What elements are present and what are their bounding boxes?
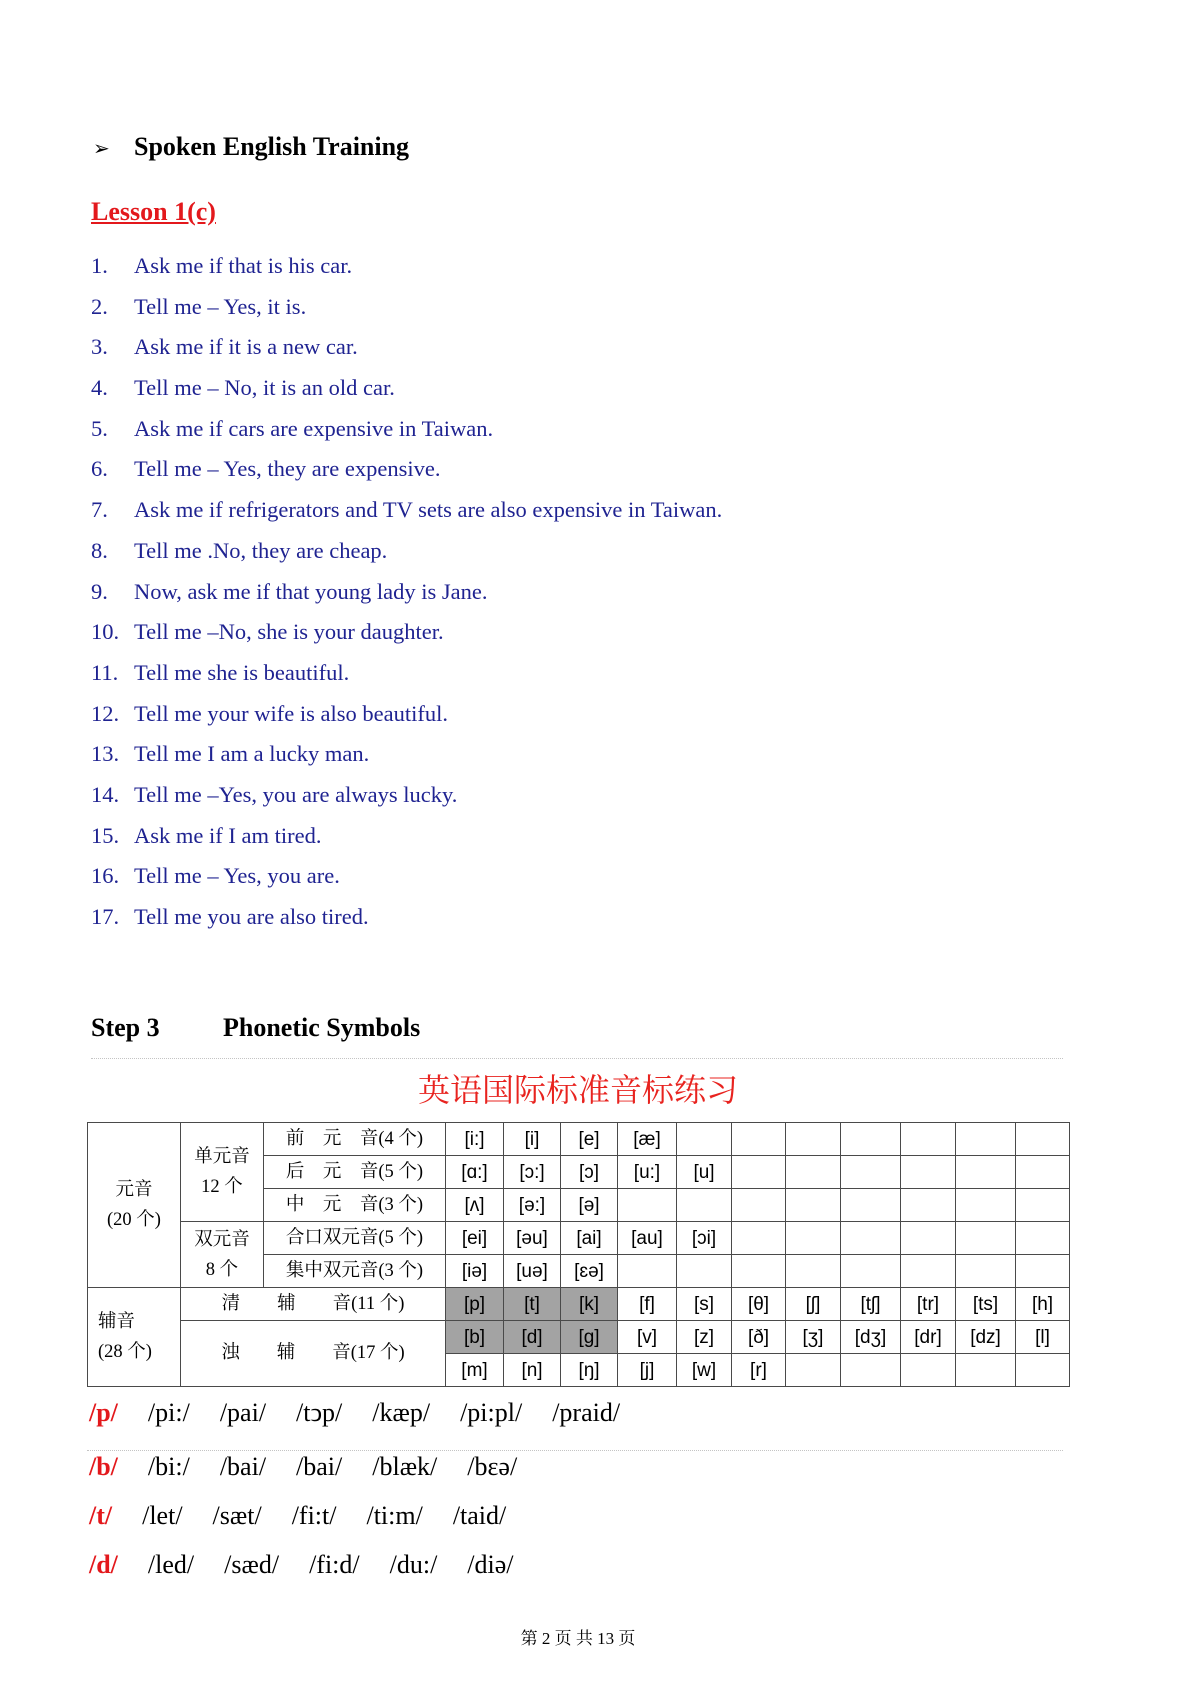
row-label: 合口双元音(5 个) (264, 1222, 446, 1255)
ipa-symbol-cell: [au] (618, 1222, 677, 1255)
empty-cell (901, 1255, 956, 1288)
ipa-symbol-cell: [k] (561, 1288, 618, 1321)
lesson-item (91, 653, 1091, 694)
drill-row (89, 1447, 620, 1496)
ipa-symbol-cell: [v] (618, 1321, 677, 1354)
empty-cell (841, 1255, 901, 1288)
ipa-symbol-cell: [ʌ] (446, 1189, 504, 1222)
ipa-symbol-cell: [n] (504, 1354, 561, 1387)
consonants-group-cell (88, 1288, 181, 1387)
drill-word: /kæp/ (372, 1398, 431, 1427)
ipa-symbol-cell: [ɔ:] (504, 1156, 561, 1189)
empty-cell (841, 1156, 901, 1189)
empty-cell (956, 1222, 1016, 1255)
lesson-title: Lesson 1(c) (91, 197, 216, 226)
drill-word: /let/ (142, 1501, 183, 1530)
ipa-symbol-cell: [j] (618, 1354, 677, 1387)
drill-word: /diə/ (467, 1550, 514, 1579)
lesson-item (91, 490, 1091, 531)
row-label: 集中双元音(3 个) (264, 1255, 446, 1288)
ipa-symbol-cell: [dr] (901, 1321, 956, 1354)
ipa-symbol-cell: [tʃ] (841, 1288, 901, 1321)
row-label: 浊 辅 音(17 个) (181, 1321, 446, 1387)
diphthongs-label: 双元音 (194, 1229, 250, 1250)
ipa-symbol-cell: [uə] (504, 1255, 561, 1288)
drill-word: /ti:m/ (366, 1501, 423, 1530)
empty-cell (786, 1123, 841, 1156)
ipa-symbol-cell: [m] (446, 1354, 504, 1387)
item-number: 13. (91, 741, 120, 767)
item-text: Ask me if I am tired. (134, 822, 322, 848)
ipa-symbol-cell: [w] (677, 1354, 732, 1387)
item-text: Now, ask me if that young lady is Jane. (134, 578, 488, 604)
row-label: 清 辅 音(11 个) (181, 1288, 446, 1321)
ipa-symbol-cell: [ð] (732, 1321, 786, 1354)
monophthongs-cell (181, 1123, 264, 1222)
drill-word: /bai/ (296, 1452, 343, 1481)
empty-cell (1016, 1222, 1070, 1255)
item-number: 6. (91, 456, 108, 482)
ipa-symbol-cell: [ɔi] (677, 1222, 732, 1255)
drill-word: /pi:pl/ (460, 1398, 523, 1427)
empty-cell (901, 1123, 956, 1156)
item-number: 17. (91, 904, 120, 929)
lesson-item (91, 246, 1091, 287)
ipa-symbol-cell: [əu] (504, 1222, 561, 1255)
ipa-symbol-cell: [ŋ] (561, 1354, 618, 1387)
drill-symbol: /p/ (89, 1398, 118, 1427)
lesson-item (91, 734, 1091, 775)
drill-word: /bɛə/ (467, 1452, 518, 1481)
item-text: Ask me if it is a new car. (134, 334, 358, 360)
drill-symbol: /t/ (89, 1501, 113, 1530)
item-text: Ask me if refrigerators and TV sets are also expensive in Taiwan. (134, 497, 723, 523)
ipa-symbol-cell: [iə] (446, 1255, 504, 1288)
drill-word: /led/ (147, 1550, 195, 1579)
drill-row (89, 1393, 620, 1442)
empty-cell (677, 1189, 732, 1222)
empty-cell (901, 1222, 956, 1255)
drill-word: /bai/ (219, 1452, 267, 1481)
lesson-item (91, 327, 1091, 368)
empty-cell (1016, 1255, 1070, 1288)
item-text: Tell me – Yes, you are. (134, 863, 340, 889)
item-number: 7. (91, 497, 108, 523)
ipa-symbol-cell: [dʒ] (841, 1321, 901, 1354)
ipa-symbol-cell: [ə] (561, 1189, 618, 1222)
row-label: 前 元 音(4 个) (264, 1123, 446, 1156)
empty-cell (677, 1255, 732, 1288)
ipa-symbol-cell: [ai] (561, 1222, 618, 1255)
ipa-symbol-cell: [dz] (956, 1321, 1016, 1354)
item-number: 3. (91, 334, 108, 360)
drill-word: /blæk/ (372, 1452, 438, 1481)
drill-word: /sæd/ (224, 1550, 280, 1579)
empty-cell (901, 1156, 956, 1189)
ipa-symbol-cell: [θ] (732, 1288, 786, 1321)
drill-word: /sæt/ (212, 1501, 262, 1530)
monophthongs-count: 12 个 (201, 1177, 243, 1197)
section-heading (93, 129, 409, 166)
empty-cell (786, 1189, 841, 1222)
lesson-item (91, 572, 1091, 613)
diphthongs-count: 8 个 (205, 1259, 239, 1280)
item-text: Tell me – Yes, they are expensive. (134, 456, 441, 482)
lesson-item (91, 287, 1091, 328)
ipa-symbol-cell: [ʃ] (786, 1288, 841, 1321)
empty-cell (786, 1156, 841, 1189)
empty-cell (786, 1222, 841, 1255)
empty-cell (901, 1354, 956, 1387)
drill-word: /du:/ (389, 1550, 438, 1579)
empty-cell (677, 1123, 732, 1156)
ipa-symbol-cell: [u] (677, 1156, 732, 1189)
ipa-symbol-cell: [l] (1016, 1321, 1070, 1354)
item-text: Ask me if that is his car. (134, 253, 353, 278)
ipa-symbol-cell: [h] (1016, 1288, 1070, 1321)
ipa-symbol-cell: [ə:] (504, 1189, 561, 1222)
empty-cell (732, 1222, 786, 1255)
drill-symbol: /b/ (89, 1452, 118, 1481)
ipa-symbol-cell: [b] (446, 1321, 504, 1354)
empty-cell (732, 1123, 786, 1156)
step-title: Phonetic Symbols (223, 1013, 421, 1042)
item-number: 14. (91, 781, 120, 807)
ipa-symbol-cell: [z] (677, 1321, 732, 1354)
lesson-item (91, 449, 1091, 490)
vowels-label: 元音 (115, 1180, 153, 1200)
arrow-bullet-icon: ➢ (93, 136, 110, 160)
ipa-symbol-cell: [tr] (901, 1288, 956, 1321)
ipa-symbol-cell: [f] (618, 1288, 677, 1321)
empty-cell (1016, 1189, 1070, 1222)
item-number: 9. (91, 578, 108, 604)
ipa-symbol-cell: [ts] (956, 1288, 1016, 1321)
lesson-item (91, 897, 1091, 938)
empty-cell (956, 1123, 1016, 1156)
diphthongs-cell (181, 1222, 264, 1288)
ipa-symbol-cell: [e] (561, 1123, 618, 1156)
phonetic-symbol-table (87, 1122, 1070, 1387)
item-number: 2. (91, 293, 108, 319)
empty-cell (841, 1222, 901, 1255)
drill-word: /taid/ (452, 1501, 507, 1530)
item-text: Ask me if cars are expensive in Taiwan. (134, 415, 494, 441)
empty-cell (841, 1189, 901, 1222)
item-number: 16. (91, 863, 120, 889)
empty-cell (732, 1255, 786, 1288)
empty-cell (786, 1255, 841, 1288)
consonants-label: 辅音 (98, 1312, 136, 1332)
empty-cell (841, 1354, 901, 1387)
drill-word: /fi:d/ (309, 1550, 360, 1579)
drill-word: /praid/ (552, 1398, 621, 1427)
drill-word: /tↄp/ (296, 1398, 343, 1427)
item-text: Tell me – No, it is an old car. (134, 375, 395, 401)
empty-cell (1016, 1123, 1070, 1156)
row-label: 中 元 音(3 个) (264, 1189, 446, 1222)
ipa-symbol-cell: [ei] (446, 1222, 504, 1255)
empty-cell (956, 1189, 1016, 1222)
empty-cell (956, 1354, 1016, 1387)
empty-cell (1016, 1156, 1070, 1189)
lesson-item (91, 531, 1091, 572)
row-label: 后 元 音(5 个) (264, 1156, 446, 1189)
empty-cell (786, 1354, 841, 1387)
item-number: 5. (91, 415, 108, 441)
item-text: Tell me – Yes, it is. (134, 293, 307, 319)
dotted-divider (87, 1450, 1063, 1451)
item-number: 4. (91, 375, 108, 401)
ipa-symbol-cell: [g] (561, 1321, 618, 1354)
item-text: Tell me –Yes, you are always lucky. (134, 781, 458, 807)
drill-symbol: /d/ (89, 1550, 118, 1579)
table-title: 英语国际标准音标练习 (417, 1072, 738, 1108)
lesson-item (91, 368, 1091, 409)
empty-cell (841, 1123, 901, 1156)
ipa-symbol-cell: [r] (732, 1354, 786, 1387)
vowels-group-cell (88, 1123, 181, 1288)
page-footer: 第 2 页 共 13 页 (520, 1629, 636, 1648)
ipa-symbol-cell: [ʒ] (786, 1321, 841, 1354)
ipa-symbol-cell: [u:] (618, 1156, 677, 1189)
dotted-divider (91, 1058, 1063, 1059)
drill-word: /pai/ (219, 1398, 267, 1427)
ipa-symbol-cell: [d] (504, 1321, 561, 1354)
ipa-symbol-cell: [i] (504, 1123, 561, 1156)
consonants-count: (28 个) (98, 1342, 152, 1362)
lesson-item (91, 775, 1091, 816)
empty-cell (732, 1156, 786, 1189)
item-text: Tell me your wife is also beautiful. (134, 700, 448, 726)
item-number: 15. (91, 822, 120, 848)
empty-cell (1016, 1354, 1070, 1387)
monophthongs-label: 单元音 (194, 1147, 250, 1167)
item-number: 12. (91, 700, 120, 726)
empty-cell (618, 1189, 677, 1222)
lesson-item (91, 409, 1091, 450)
empty-cell (956, 1255, 1016, 1288)
item-text: Tell me .No, they are cheap. (134, 537, 388, 563)
ipa-symbol-cell: [ɑ:] (446, 1156, 504, 1189)
ipa-symbol-cell: [æ] (618, 1123, 677, 1156)
item-text: Tell me I am a lucky man. (134, 741, 370, 767)
ipa-symbol-cell: [i:] (446, 1123, 504, 1156)
item-number: 11. (91, 659, 119, 685)
empty-cell (732, 1189, 786, 1222)
item-text: Tell me she is beautiful. (134, 659, 350, 685)
ipa-symbol-cell: [t] (504, 1288, 561, 1321)
vowels-count: (20 个) (107, 1210, 161, 1230)
lesson-list (91, 246, 1091, 938)
lesson-item (91, 816, 1091, 857)
empty-cell (618, 1255, 677, 1288)
drill-word: /bi:/ (147, 1452, 190, 1481)
phonetic-drills (89, 1393, 620, 1594)
step-label: Step 3 (91, 1013, 160, 1042)
lesson-item (91, 612, 1091, 653)
ipa-symbol-cell: [ɔ] (561, 1156, 618, 1189)
item-text: Tell me you are also tired. (134, 904, 369, 929)
lesson-item (91, 694, 1091, 735)
ipa-symbol-cell: [ɛə] (561, 1255, 618, 1288)
lesson-item (91, 856, 1091, 897)
item-text: Tell me –No, she is your daughter. (134, 619, 444, 645)
drill-word: /pi:/ (147, 1398, 190, 1427)
step-heading (91, 1010, 420, 1046)
item-number: 8. (91, 537, 108, 563)
drill-row (89, 1545, 620, 1594)
item-number: 10. (91, 619, 120, 645)
ipa-symbol-cell: [s] (677, 1288, 732, 1321)
empty-cell (901, 1189, 956, 1222)
item-number: 1. (91, 253, 108, 278)
empty-cell (956, 1156, 1016, 1189)
ipa-symbol-cell: [p] (446, 1288, 504, 1321)
section-heading-text: Spoken English Training (134, 132, 410, 161)
drill-word: /fi:t/ (291, 1501, 337, 1530)
drill-row (89, 1496, 620, 1545)
